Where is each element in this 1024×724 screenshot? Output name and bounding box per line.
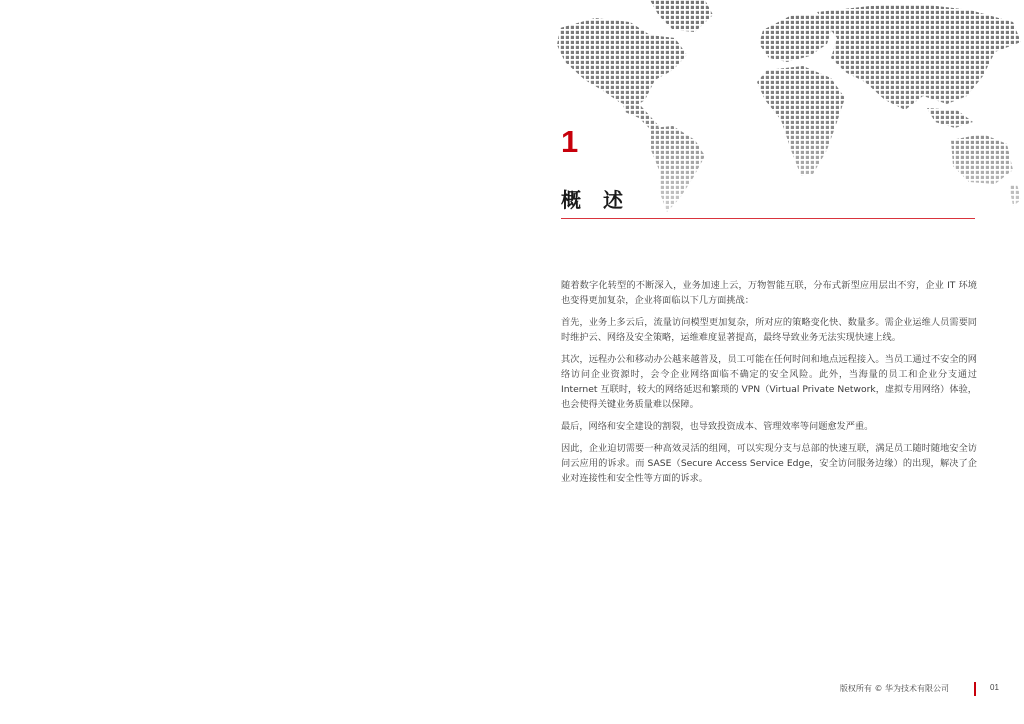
paragraph: 因此，企业迫切需要一种高效灵活的组网，可以实现分支与总部的快速互联，满足员工随时随地安全访问云应用的诉求。而 SASE（Secure Access Service Edge，安全访问服务边缘）的出现，解决了企业对连接性和安全性等方面的诉求。	[561, 443, 977, 484]
paragraph: 其次，远程办公和移动办公越来越普及，员工可能在任何时间和地点远程接入。当员工通过不安全的网络访问企业资源时，会令企业网络面临不确定的安全风险。此外，当海量的员工和企业分支通过 Internet 互联时，较大的网络延迟和繁琐的 VPN（Virtual Private Network，虚拟专用网络）体验，也会使得关键业务质量难以保障。	[561, 354, 977, 410]
chapter-number: 1	[561, 124, 579, 159]
paragraph: 随着数字化转型的不断深入，业务加速上云，万物智能互联，分布式新型应用层出不穷，企业 IT 环境也变得更加复杂，企业将面临以下几方面挑战：	[561, 280, 977, 306]
world-map-illustration	[555, 0, 1024, 215]
footer-divider	[974, 682, 976, 696]
title-divider	[561, 218, 975, 219]
chapter-title: 概述	[561, 188, 645, 212]
page-footer	[820, 682, 1004, 696]
page-number: 01	[990, 683, 999, 692]
paragraph: 最后，网络和安全建设的割裂，也导致投资成本、管理效率等问题愈发严重。	[561, 421, 874, 432]
body-text	[561, 278, 977, 493]
paragraph: 首先，业务上多云后，流量访问模型更加复杂，所对应的策略变化快、数量多。需企业运维人员需要同时维护云、网络及安全策略，运维难度显著提高，最终导致业务无法实现快速上线。	[561, 317, 977, 343]
footer-copyright: 版权所有 © 华为技术有限公司	[839, 684, 949, 693]
